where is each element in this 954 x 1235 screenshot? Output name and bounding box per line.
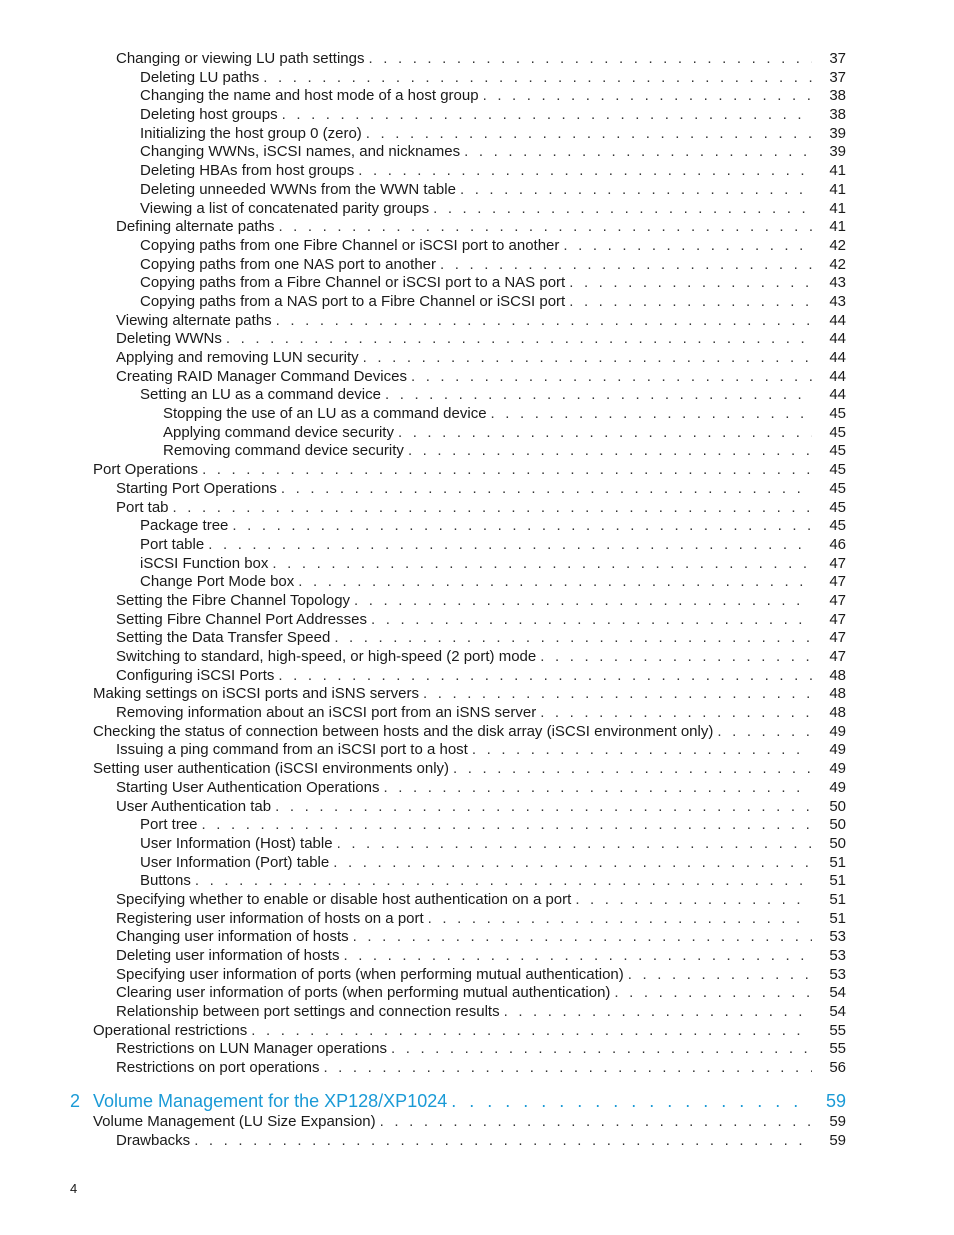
- dot-leader: [368, 50, 812, 69]
- toc-entry[interactable]: [0, 162, 954, 181]
- toc-entry-page: 48: [829, 666, 846, 684]
- dot-leader: [194, 1132, 812, 1151]
- toc-entry-title: Checking the status of connection between hosts and the disk array (iSCSI environment only): [93, 722, 714, 740]
- dot-leader: [433, 200, 812, 219]
- toc-entry-page: 39: [829, 143, 846, 161]
- toc-entry-title: Copying paths from one Fibre Channel or iSCSI port to another: [140, 236, 560, 254]
- toc-entry-title: Removing information about an iSCSI port from an iSNS server: [116, 704, 537, 722]
- toc-entry-title: Specifying user information of ports (when performing mutual authentication): [116, 965, 624, 983]
- toc-entry-title: Setting an LU as a command device: [140, 386, 381, 404]
- toc-entry-page: 55: [829, 1021, 846, 1039]
- toc-entry-page: 46: [829, 535, 846, 553]
- dot-leader: [563, 237, 812, 256]
- toc-entry-page: 56: [829, 1059, 846, 1077]
- dot-leader: [278, 218, 812, 237]
- toc-entry-page: 51: [829, 909, 846, 927]
- dot-leader: [453, 760, 812, 779]
- toc-entry-page: 53: [829, 965, 846, 983]
- toc-entry-page: 41: [829, 199, 846, 217]
- chapter-heading[interactable]: [0, 1089, 954, 1113]
- toc-entry[interactable]: [0, 984, 954, 1003]
- dot-leader: [282, 106, 812, 125]
- toc-entry-title: Changing user information of hosts: [116, 928, 349, 946]
- toc-entry[interactable]: [0, 461, 954, 480]
- toc-entry-page: 54: [829, 984, 846, 1002]
- dot-leader: [354, 592, 812, 611]
- toc-entry-page: 53: [829, 947, 846, 964]
- dot-leader: [333, 854, 812, 873]
- dot-leader: [717, 723, 812, 742]
- toc-entry-title: Defining alternate paths: [116, 218, 275, 236]
- toc-entry[interactable]: [0, 928, 954, 947]
- toc-entry-title: Relationship between port settings and connection results: [116, 1003, 500, 1021]
- toc-entry[interactable]: [0, 611, 954, 630]
- toc-entry[interactable]: [0, 891, 954, 910]
- toc-entry-title: Volume Management (LU Size Expansion): [93, 1113, 376, 1130]
- toc-entry-title: Port Operations: [93, 461, 199, 479]
- dot-leader: [251, 1022, 812, 1041]
- toc-entry-title: Deleting LU paths: [140, 68, 260, 86]
- toc-entry-page: 37: [829, 68, 846, 86]
- toc-entry[interactable]: [0, 330, 954, 349]
- toc-entry-page: 59: [829, 1131, 846, 1149]
- toc-entry[interactable]: [0, 854, 954, 873]
- toc-entry[interactable]: [0, 218, 954, 237]
- toc-entry[interactable]: [0, 274, 954, 293]
- toc-entry-page: 38: [829, 106, 846, 124]
- toc-entry[interactable]: [0, 1132, 954, 1151]
- toc-entry-page: 59: [829, 1113, 846, 1130]
- toc-entry-page: 49: [829, 778, 846, 796]
- toc-entry-title: Change Port Mode box: [140, 573, 295, 591]
- toc-entry[interactable]: [0, 125, 954, 144]
- dot-leader: [472, 741, 812, 760]
- toc-entry-page: 42: [829, 236, 846, 254]
- toc-entry-title: Buttons: [140, 872, 191, 890]
- dot-leader: [569, 274, 812, 293]
- toc-entry[interactable]: [0, 1003, 954, 1022]
- toc-entry-page: 51: [829, 872, 846, 890]
- dot-leader: [323, 1059, 812, 1078]
- dot-leader: [232, 517, 812, 536]
- dot-leader: [504, 1003, 812, 1022]
- toc-entry-title: Deleting HBAs from host groups: [140, 162, 355, 180]
- toc-entry-page: 44: [829, 349, 846, 366]
- dot-leader: [408, 442, 812, 461]
- toc-entry[interactable]: [0, 237, 954, 256]
- toc-entry[interactable]: [0, 741, 954, 760]
- toc-entry[interactable]: [0, 480, 954, 499]
- toc-entry-page: 43: [829, 274, 846, 292]
- dot-leader: [263, 69, 812, 88]
- toc-entry-page: 51: [829, 890, 846, 908]
- toc-entry-title: Deleting unneeded WWNs from the WWN table: [140, 180, 456, 198]
- toc-entry-title: Viewing a list of concatenated parity groups: [140, 199, 430, 217]
- toc-entry-title: Clearing user information of ports (when performing mutual authentication): [116, 984, 611, 1002]
- toc-entry-page: 48: [829, 704, 846, 722]
- toc-entry-page: 47: [829, 648, 846, 665]
- dot-leader: [281, 480, 812, 499]
- toc-entry-title: Restrictions on LUN Manager operations: [116, 1040, 387, 1058]
- toc-entry-page: 47: [829, 554, 846, 572]
- toc-entry-page: 41: [829, 162, 846, 180]
- toc-entry-title: Changing or viewing LU path settings: [116, 50, 365, 67]
- toc-entry-page: 49: [829, 760, 846, 778]
- toc-entry-page: 47: [829, 591, 846, 609]
- toc-entry-title: Viewing alternate paths: [116, 311, 272, 329]
- toc-entry-title: Deleting host groups: [140, 106, 278, 124]
- dot-leader: [460, 181, 812, 200]
- toc-entry-title: Initializing the host group 0 (zero): [140, 124, 362, 142]
- toc-entry-page: 44: [829, 367, 846, 385]
- toc-entry-page: 49: [829, 741, 846, 759]
- toc-entry-title: Copying paths from a Fibre Channel or iSCSI port to a NAS port: [140, 274, 566, 292]
- toc-entry[interactable]: [0, 1022, 954, 1041]
- toc-entry-page: 47: [829, 610, 846, 628]
- toc-entry[interactable]: [0, 536, 954, 555]
- toc-entry-title: Port table: [140, 535, 205, 553]
- toc-entry[interactable]: [0, 69, 954, 88]
- dot-leader: [195, 872, 812, 891]
- toc-entry[interactable]: [0, 629, 954, 648]
- dot-leader: [380, 1113, 812, 1132]
- dot-leader: [272, 555, 812, 574]
- toc-entry-page: 45: [829, 461, 846, 479]
- toc-entry-page: 45: [829, 517, 846, 535]
- toc-entry[interactable]: [0, 368, 954, 387]
- toc-entry-title: Deleting WWNs: [116, 330, 222, 348]
- toc-entry[interactable]: [0, 442, 954, 461]
- toc-entry[interactable]: [0, 573, 954, 592]
- toc-entry-title: Operational restrictions: [93, 1021, 248, 1039]
- toc-entry-page: 55: [829, 1040, 846, 1058]
- toc-entry-title: Copying paths from a NAS port to a Fibre Channel or iSCSI port: [140, 292, 566, 310]
- toc-entry-title: Issuing a ping command from an iSCSI port to a host: [116, 741, 468, 759]
- dot-leader: [391, 1040, 812, 1059]
- toc-entry-title: Package tree: [140, 517, 229, 535]
- toc-entry[interactable]: [0, 798, 954, 817]
- dot-leader: [628, 966, 812, 985]
- toc-entry[interactable]: [0, 1040, 954, 1059]
- toc-entry[interactable]: [0, 405, 954, 424]
- toc-entry-title: Setting user authentication (iSCSI environments only): [93, 760, 450, 778]
- dot-leader: [173, 499, 812, 518]
- toc-entry-title: Configuring iSCSI Ports: [116, 666, 275, 684]
- toc-entry[interactable]: [0, 1113, 954, 1132]
- toc-list: [0, 50, 954, 1078]
- toc-entry-page: 45: [829, 479, 846, 497]
- chapter-toc-list: [0, 1113, 954, 1150]
- dot-leader: [358, 162, 812, 181]
- dot-leader: [371, 611, 812, 630]
- toc-entry-page: 45: [829, 498, 846, 516]
- toc-entry[interactable]: [0, 648, 954, 667]
- dot-leader: [464, 143, 812, 162]
- dot-leader: [428, 910, 812, 929]
- dot-leader: [337, 835, 812, 854]
- dot-leader: [278, 667, 812, 686]
- toc-entry-title: Specifying whether to enable or disable host authentication on a port: [116, 890, 572, 908]
- toc-entry[interactable]: [0, 499, 954, 518]
- toc-entry-title: Starting Port Operations: [116, 479, 277, 497]
- toc-entry-page: 51: [829, 853, 846, 871]
- toc-entry-title: Port tree: [140, 816, 198, 834]
- toc-entry-title: Restrictions on port operations: [116, 1059, 320, 1077]
- toc-entry-title: User Information (Port) table: [140, 853, 330, 871]
- dot-leader: [353, 928, 812, 947]
- toc-entry[interactable]: [0, 1059, 954, 1078]
- dot-leader: [451, 1089, 810, 1113]
- toc-entry-title: Stopping the use of an LU as a command device: [163, 405, 487, 423]
- toc-entry[interactable]: [0, 592, 954, 611]
- toc-entry-page: 43: [829, 292, 846, 310]
- dot-leader: [614, 984, 812, 1003]
- toc-entry-title: User Information (Host) table: [140, 834, 333, 852]
- dot-leader: [385, 386, 812, 405]
- toc-entry-title: iSCSI Function box: [140, 554, 269, 572]
- toc-entry-title: Port tab: [116, 498, 169, 516]
- toc-entry-page: 53: [829, 928, 846, 946]
- toc-entry[interactable]: [0, 143, 954, 162]
- dot-leader: [491, 405, 812, 424]
- toc-entry-title: Applying and removing LUN security: [116, 349, 359, 366]
- toc-entry-page: 45: [829, 423, 846, 441]
- chapter-page: 59: [825, 1091, 846, 1111]
- toc-entry-title: Copying paths from one NAS port to another: [140, 255, 437, 273]
- chapter-number: 2: [70, 1091, 81, 1111]
- page-number: 4: [70, 1181, 78, 1196]
- toc-entry[interactable]: [0, 50, 954, 69]
- toc-entry-page: 47: [829, 573, 846, 591]
- dot-leader: [208, 536, 812, 555]
- toc-entry[interactable]: [0, 966, 954, 985]
- toc-entry[interactable]: [0, 816, 954, 835]
- toc-entry-title: Starting User Authentication Operations: [116, 778, 380, 796]
- toc-entry-page: 44: [829, 330, 846, 348]
- toc-entry-page: 50: [829, 834, 846, 852]
- toc-entry-title: Drawbacks: [116, 1131, 191, 1149]
- dot-leader: [275, 798, 812, 817]
- dot-leader: [483, 87, 812, 106]
- toc-entry-page: 47: [829, 629, 846, 647]
- toc-entry[interactable]: [0, 106, 954, 125]
- toc-entry-title: User Authentication tab: [116, 797, 272, 815]
- toc-entry-title: Deleting user information of hosts: [116, 947, 340, 964]
- toc-entry[interactable]: [0, 517, 954, 536]
- dot-leader: [440, 256, 812, 275]
- toc-entry[interactable]: [0, 181, 954, 200]
- toc-entry[interactable]: [0, 312, 954, 331]
- toc-entry[interactable]: [0, 424, 954, 443]
- toc-entry[interactable]: [0, 704, 954, 723]
- dot-leader: [540, 704, 812, 723]
- toc-entry[interactable]: [0, 910, 954, 929]
- toc-entry-page: 39: [829, 124, 846, 142]
- dot-leader: [363, 349, 812, 368]
- toc-entry-page: 37: [829, 50, 846, 67]
- toc-entry-title: Changing the name and host mode of a host group: [140, 87, 479, 105]
- chapter-title: Volume Management for the XP128/XP1024: [93, 1091, 448, 1111]
- dot-leader: [366, 125, 812, 144]
- toc-entry-page: 44: [829, 386, 846, 404]
- dot-leader: [569, 293, 812, 312]
- dot-leader: [276, 312, 812, 331]
- dot-leader: [202, 816, 812, 835]
- dot-leader: [298, 573, 812, 592]
- toc-entry-title: Setting the Fibre Channel Topology: [116, 591, 351, 609]
- toc-entry-page: 41: [829, 180, 846, 198]
- toc-entry-page: 54: [829, 1003, 846, 1021]
- toc-entry-title: Making settings on iSCSI ports and iSNS servers: [93, 685, 419, 703]
- toc-entry[interactable]: [0, 87, 954, 106]
- dot-leader: [334, 629, 812, 648]
- toc-entry-page: 48: [829, 685, 846, 703]
- toc-entry-title: Switching to standard, high-speed, or high-speed (2 port) mode: [116, 648, 537, 665]
- toc-entry[interactable]: [0, 947, 954, 966]
- toc-entry-title: Applying command device security: [163, 423, 394, 441]
- toc-entry[interactable]: [0, 386, 954, 405]
- dot-leader: [343, 947, 812, 966]
- toc-entry[interactable]: [0, 723, 954, 742]
- dot-leader: [398, 424, 812, 443]
- toc-entry-page: 38: [829, 87, 846, 105]
- toc-entry-page: 50: [829, 797, 846, 815]
- toc-entry-title: Setting the Data Transfer Speed: [116, 629, 331, 647]
- toc-entry-page: 49: [829, 722, 846, 740]
- toc-entry-title: Changing WWNs, iSCSI names, and nicknames: [140, 143, 461, 161]
- toc-entry[interactable]: [0, 349, 954, 368]
- toc-entry-page: 45: [829, 442, 846, 460]
- toc-entry[interactable]: [0, 555, 954, 574]
- toc-entry[interactable]: [0, 200, 954, 219]
- dot-leader: [383, 779, 812, 798]
- dot-leader: [540, 648, 812, 667]
- toc-entry-title: Registering user information of hosts on a port: [116, 909, 424, 927]
- toc-entry-page: 42: [829, 255, 846, 273]
- toc-entry-page: 50: [829, 816, 846, 834]
- toc-entry[interactable]: [0, 256, 954, 275]
- toc-entry-page: 45: [829, 405, 846, 423]
- toc-entry[interactable]: [0, 685, 954, 704]
- dot-leader: [423, 685, 812, 704]
- dot-leader: [202, 461, 812, 480]
- toc-entry[interactable]: [0, 872, 954, 891]
- dot-leader: [226, 330, 812, 349]
- toc-entry[interactable]: [0, 667, 954, 686]
- toc-entry[interactable]: [0, 293, 954, 312]
- toc-entry[interactable]: [0, 779, 954, 798]
- toc-entry-title: Creating RAID Manager Command Devices: [116, 367, 407, 385]
- dot-leader: [411, 368, 812, 387]
- toc-entry[interactable]: [0, 835, 954, 854]
- toc-entry-title: Removing command device security: [163, 442, 404, 460]
- dot-leader: [575, 891, 812, 910]
- toc-entry-page: 44: [829, 311, 846, 329]
- toc-entry-page: 41: [829, 218, 846, 236]
- toc-entry[interactable]: [0, 760, 954, 779]
- toc-entry-title: Setting Fibre Channel Port Addresses: [116, 610, 367, 628]
